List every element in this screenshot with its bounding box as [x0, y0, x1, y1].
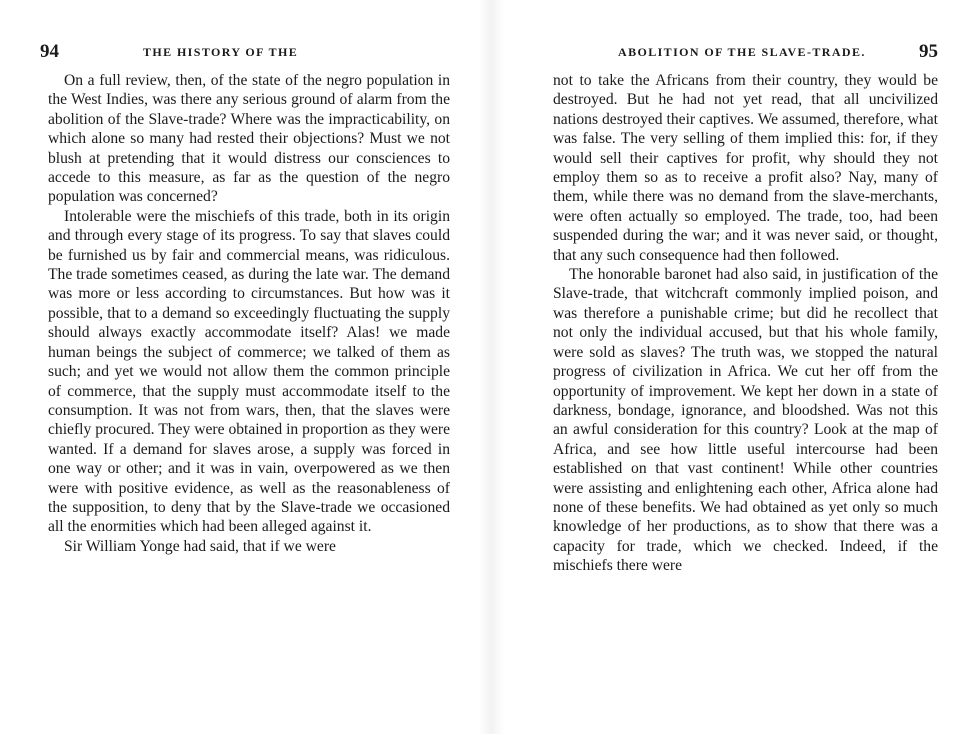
left-paragraph-1: On a full review, then, of the state of the negro population in the West Indies, was there any serious ground of alarm from the abolition of the Slave-trade? Where was the impracticability, on which alone so many had rested their objections? Must we not blush at pretending that it would distress our consciences to accede to this measure, as far as the question of the negro population was concerned?: [48, 72, 450, 206]
left-page-number: 94: [40, 41, 59, 62]
left-page: [30, 0, 450, 734]
right-paragraph-2: The honorable baronet had also said, in justification of the Slave-trade, that witchcraft commonly implied poison, and was therefore a punishable crime; but did he recollect that not only the individual accused, but that his whole family, were sold as slaves? The truth was, we stopped the natural progress of civilization in Africa. We cut her off from the opportunity of improvement. We kept her down in a state of darkness, bondage, ignorance, and bloodshed. Was not this an awful consideration for this country? Look at the map of Africa, and see how little useful intercourse had been established on that vast continent! While other countries were assisting and enlightening each other, Africa alone had none of these benefits. We had obtained as yet only so much knowledge of her productions, as to show that there was a capacity for trade, which we checked. Indeed, if the mischiefs there were: [553, 266, 938, 575]
left-running-head: THE HISTORY OF THE: [143, 45, 299, 59]
gutter-shadow: [478, 0, 504, 734]
right-page: [548, 0, 938, 734]
right-page-body: [553, 71, 938, 576]
left-page-body: [48, 71, 450, 556]
left-paragraph-2: Intolerable were the mischiefs of this trade, both in its origin and through every stage of its progress. To say that slaves could be furnished us by fair and commercial means, was ridiculous. The trade sometimes ceased, as during the late war. The demand was more or less according to circumstances. But how was it possible, that to a demand so exceedingly fluctuating the supply should always exactly accommodate itself? Alas! we made human beings the subject of commerce; we talked of them as such; and yet we would not allow them the common principle of commerce, that the supply must accommodate itself to the consumption. It was not from wars, then, that the slaves were chiefly procured. They were obtained in proportion as they were wanted. If a demand for slaves arose, a supply was forced in one way or other; and it was in vain, overpowered as we then were with positive evidence, as well as the reasonableness of the supposition, to deny that by the Slave-trade we occasioned all the enormities which had been alleged against it.: [48, 207, 450, 536]
left-page-header: [30, 41, 450, 63]
right-page-header: [548, 41, 938, 63]
right-paragraph-1: not to take the Africans from their country, they would be destroyed. But he had not yet read, that all uncivilized nations destroyed their captives. We assumed, therefore, what was false. The very selling of them implied this: for, if they would sell their captives for profit, why should they not employ them so as to receive a profit also? Nay, many of them, while there was no demand from the slave-merchants, were often actually so employed. The trade, too, had been suspended during the war; and it was never said, or thought, that any such consequence had then followed.: [553, 72, 938, 264]
right-running-head: ABOLITION OF THE SLAVE-TRADE.: [618, 45, 866, 59]
right-page-number: 95: [919, 41, 938, 62]
left-paragraph-3: Sir William Yonge had said, that if we were: [64, 537, 336, 555]
